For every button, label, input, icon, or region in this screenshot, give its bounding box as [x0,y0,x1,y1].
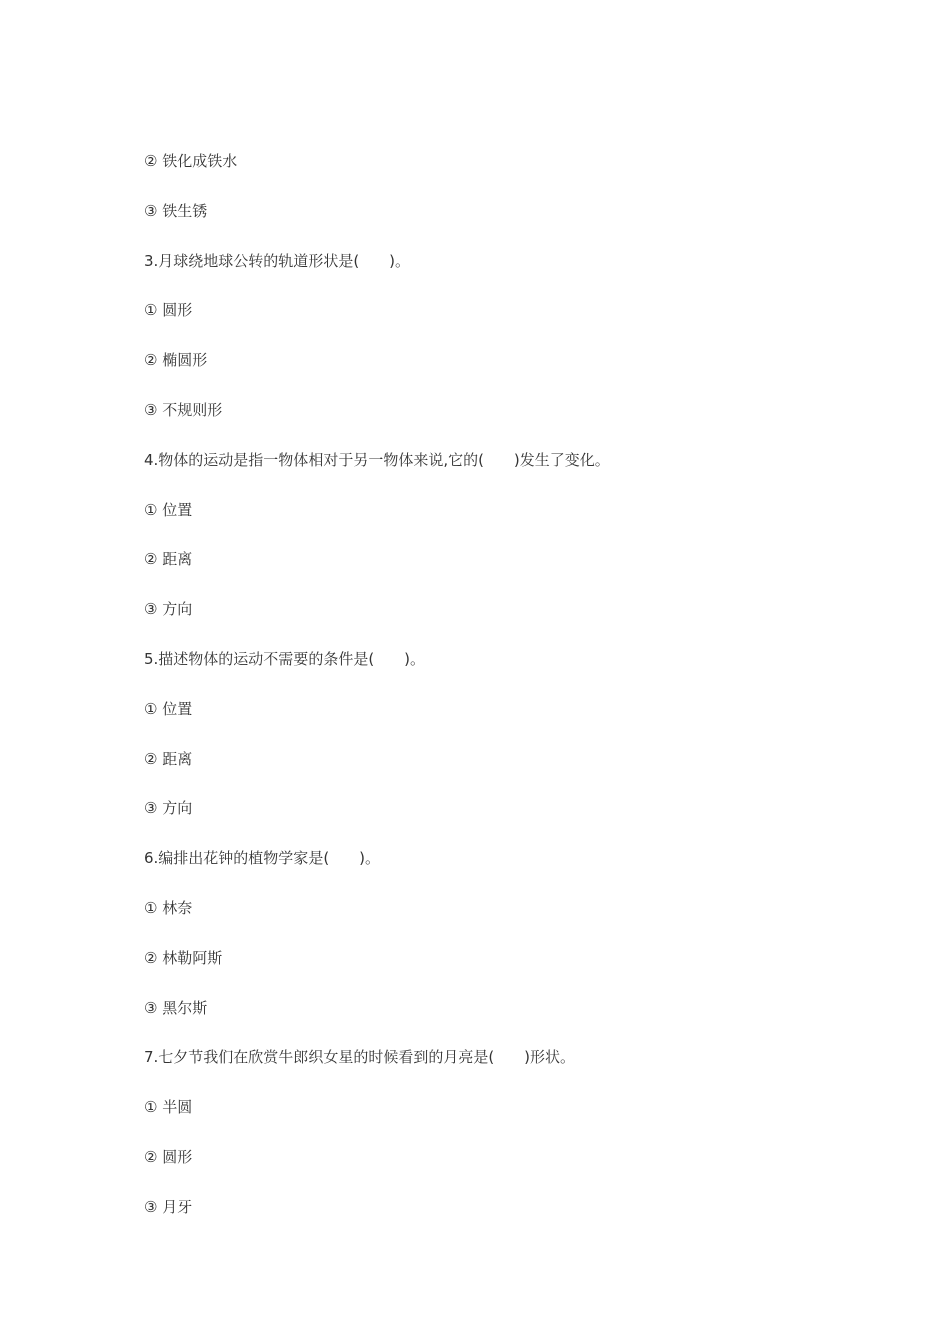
question-text: 7.七夕节我们在欣赏牛郎织女星的时候看到的月亮是( )形状。 [144,1048,576,1067]
option-text: ② 林勒阿斯 [144,948,223,967]
option-text: ③ 方向 [144,600,193,619]
document-page [144,144,824,1240]
option-text: ① 林奈 [144,898,193,917]
option-text: ② 椭圆形 [144,351,208,370]
option-text: ③ 不规则形 [144,400,223,419]
option-text: ③ 铁生锈 [144,201,208,220]
option-text: ③ 月牙 [144,1197,193,1216]
option-text: ② 距离 [144,550,193,569]
question-text: 5.描述物体的运动不需要的条件是( )。 [144,649,426,668]
question-text: 3.月球绕地球公转的轨道形状是( )。 [144,251,411,270]
option-text: ③ 黑尔斯 [144,998,208,1017]
option-text: ② 距离 [144,749,193,768]
option-text: ① 位置 [144,500,193,519]
option-text: ② 铁化成铁水 [144,152,238,170]
option-text: ① 位置 [144,699,193,718]
question-text: 6.编排出花钟的植物学家是( )。 [144,849,381,868]
question-text: 4.物体的运动是指一物体相对于另一物体来说,它的( )发生了变化。 [144,450,610,469]
option-text: ② 圆形 [144,1147,193,1166]
option-text: ① 圆形 [144,301,193,320]
option-text: ③ 方向 [144,799,193,818]
option-text: ① 半圆 [144,1098,193,1117]
